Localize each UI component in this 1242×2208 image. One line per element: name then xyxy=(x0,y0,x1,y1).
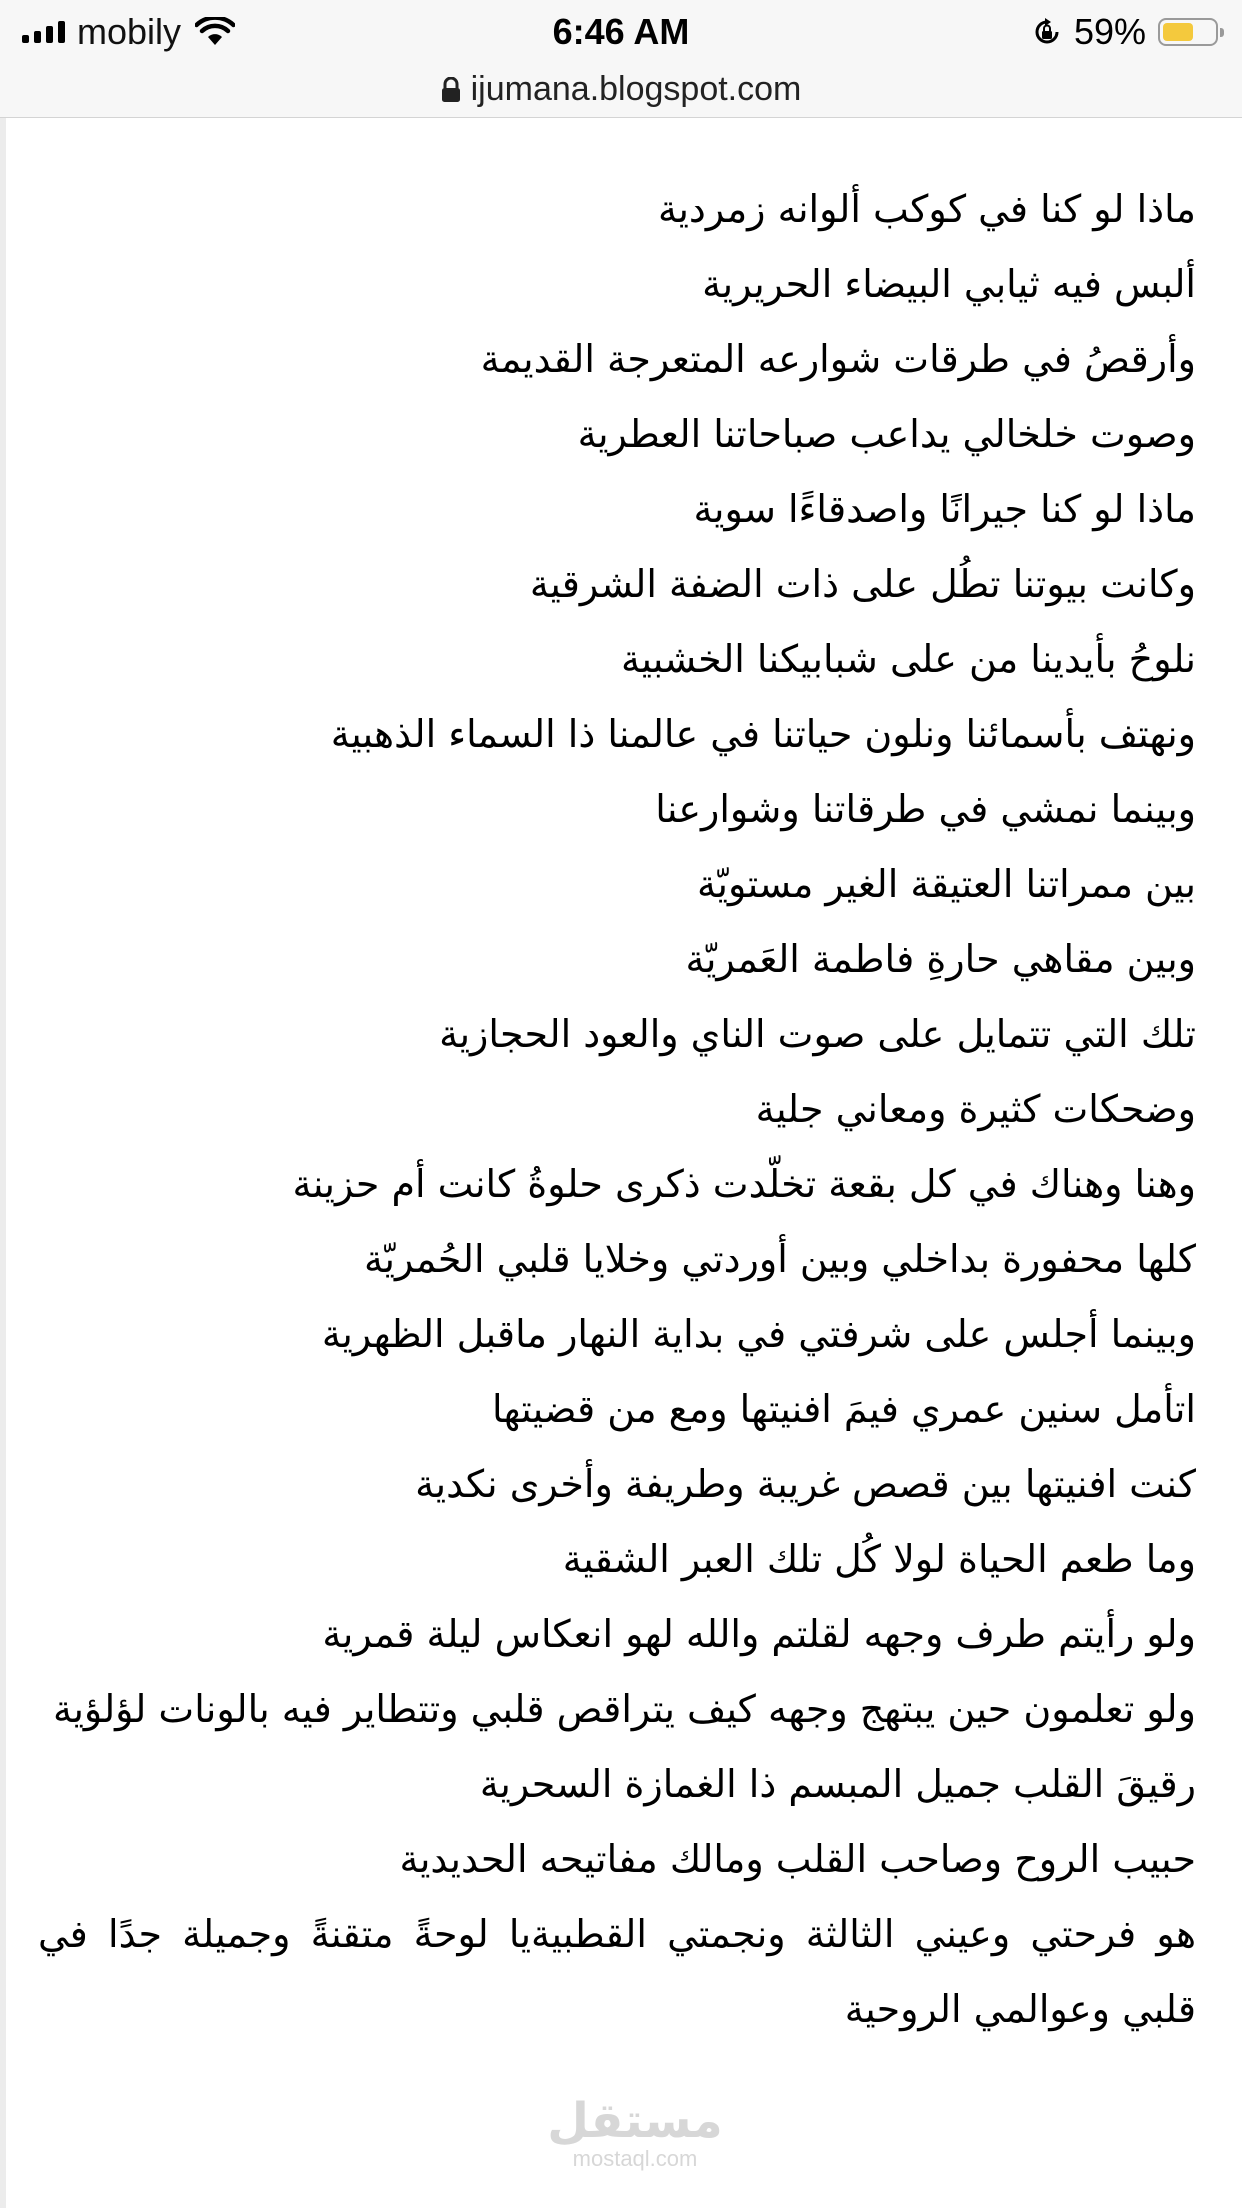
watermark-latin: mostaql.com xyxy=(572,2146,698,2171)
page-left-border xyxy=(0,118,6,2208)
poem-line: رقيقَ القلب جميل المبسم ذا الغمازة السحرية xyxy=(479,1762,1196,1806)
clock: 6:46 AM xyxy=(552,11,690,52)
poem-line: وهنا وهناك في كل بقعة تخلّدت ذكرى حلوةُ كانت أم حزينة xyxy=(292,1162,1196,1206)
carrier-name: mobily xyxy=(77,11,182,52)
watermark-arabic: مستقل xyxy=(547,2093,723,2149)
poem-line: ونهتف بأسمائنا ونلون حياتنا في عالمنا ذا السماء الذهبية xyxy=(330,712,1196,756)
poem-line: هو فرحتي وعيني الثالثة ونجمتي القطبيةيا لوحةً متقنةً وجميلة جدًا في قلبي وعوالمي الروحية xyxy=(38,1912,1196,2031)
poem-line: وبين مقاهي حارةِ فاطمة العَمريّة xyxy=(685,937,1196,981)
mostaql-watermark xyxy=(520,2095,750,2171)
poem-line: وصوت خلخالي يداعب صباحاتنا العطرية xyxy=(577,412,1196,456)
poem-line: ماذا لو كنا في كوكب ألوانه زمردية xyxy=(657,187,1196,231)
rotation-lock-icon xyxy=(1032,17,1062,47)
poem-body xyxy=(38,172,1196,2047)
poem-line: وضحكات كثيرة ومعاني جلية xyxy=(755,1087,1196,1131)
poem-line: ألبس فيه ثيابي البيضاء الحريرية xyxy=(702,262,1196,306)
poem-line: ولو تعلمون حين يبتهج وجهه كيف يتراقص قلبي وتتطاير فيه بالونات لؤلؤية xyxy=(52,1687,1196,1731)
poem-line: وكانت بيوتنا تطُل على ذات الضفة الشرقية xyxy=(529,562,1196,606)
poem-line: كلها محفورة بداخلي وبين أوردتي وخلايا قلبي الحُمريّة xyxy=(364,1237,1196,1281)
poem-line: ولو رأيتم طرف وجهه لقلتم والله لهو انعكاس ليلة قمرية xyxy=(322,1612,1196,1656)
poem-line: حبيب الروح وصاحب القلب ومالك مفاتيحه الحديدية xyxy=(399,1837,1196,1881)
battery-icon xyxy=(1158,18,1218,46)
poem-line: اتأمل سنين عمري فيمَ افنيتها ومع من قضيتها xyxy=(492,1387,1196,1431)
poem-line: وبينما أجلس على شرفتي في بداية النهار ماقبل الظهرية xyxy=(321,1312,1196,1356)
poem-line: وأرقصُ في طرقات شوارعه المتعرجة القديمة xyxy=(480,337,1196,381)
battery-percent: 59% xyxy=(1073,11,1146,52)
url-text[interactable]: ijumana.blogspot.com xyxy=(470,70,802,108)
poem-line: وما طعم الحياة لولا كُل تلك العبر الشقية xyxy=(562,1537,1196,1581)
poem-line: نلوحُ بأيدينا من على شبابيكنا الخشبية xyxy=(620,637,1196,681)
poem-line: ماذا لو كنا جيرانًا واصدقاءًا سوية xyxy=(693,487,1196,531)
poem-line: تلك التي تتمايل على صوت الناي والعود الحجازية xyxy=(439,1012,1196,1056)
lock-icon xyxy=(441,77,461,103)
poem-line: وبينما نمشي في طرقاتنا وشوارعنا xyxy=(655,787,1196,831)
battery-level xyxy=(1163,23,1193,41)
poem-line: كنت افنيتها بين قصص غريبة وطريفة وأخرى نكدية xyxy=(415,1462,1196,1506)
status-right xyxy=(1032,6,1218,58)
status-bar xyxy=(0,0,1242,62)
url-bar[interactable] xyxy=(0,62,1242,118)
poem-line: بين ممراتنا العتيقة الغير مستويّة xyxy=(697,862,1196,906)
